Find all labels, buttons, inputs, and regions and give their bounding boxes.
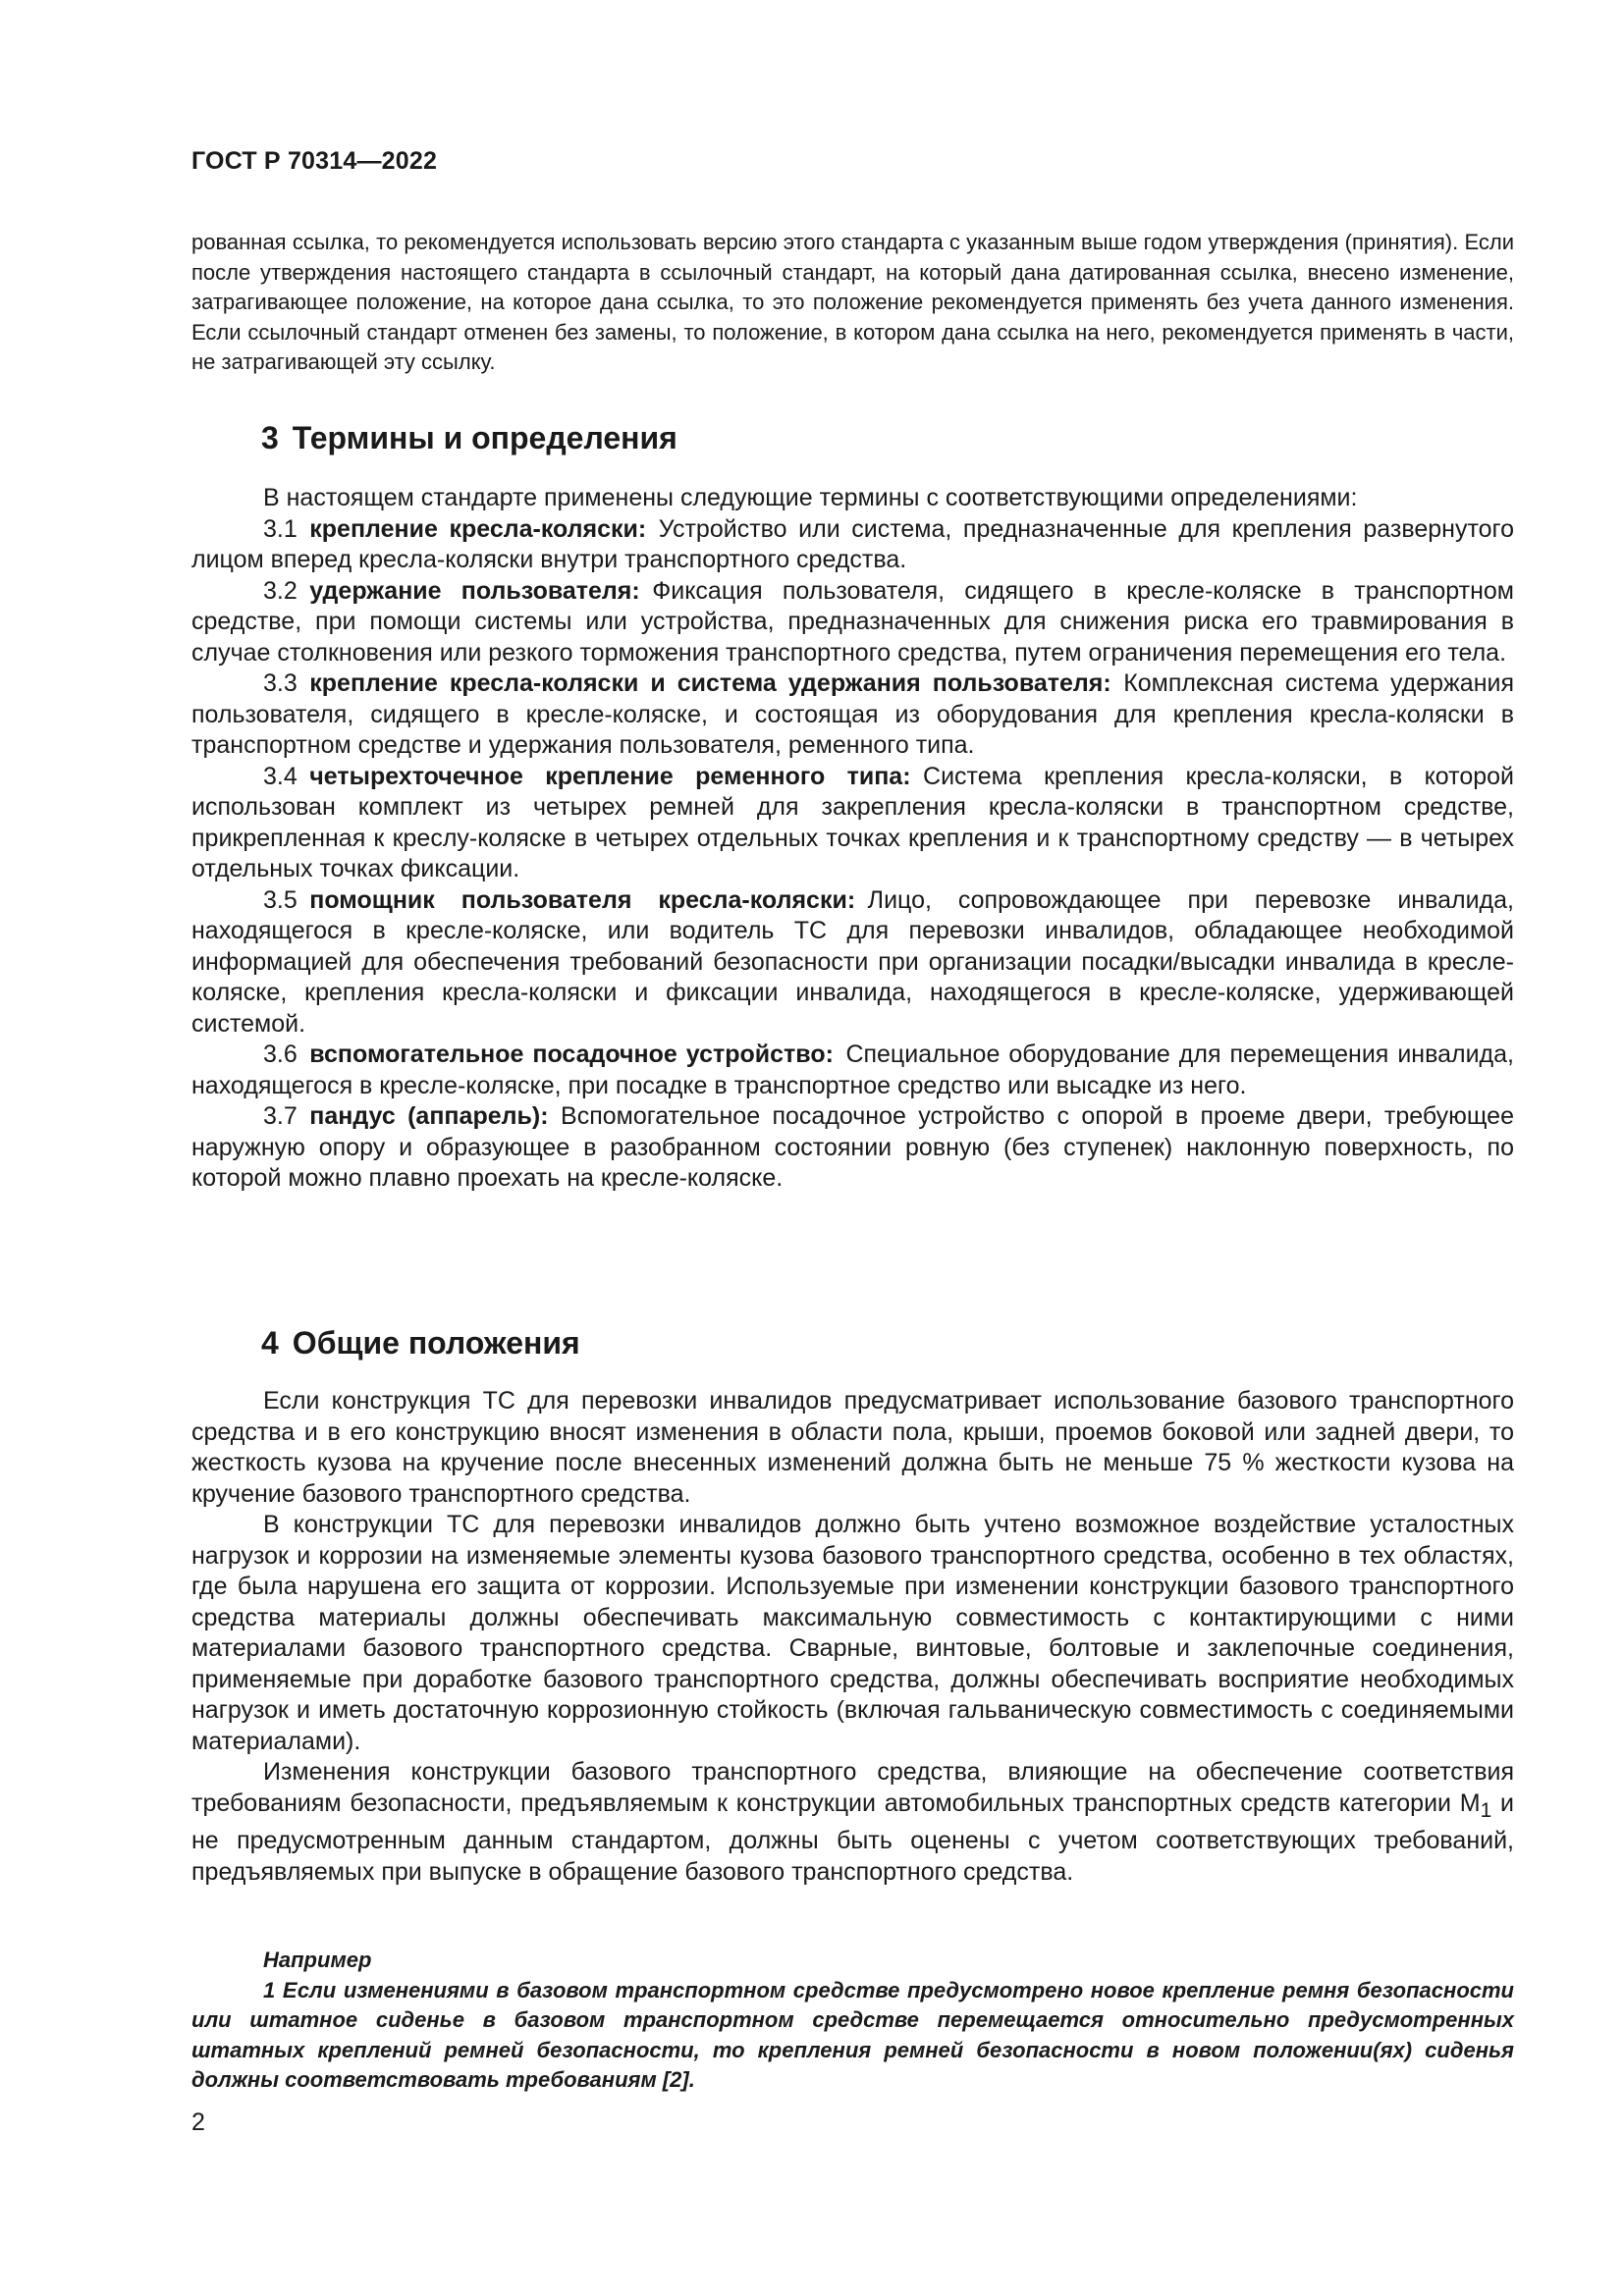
- section-3-heading: [261, 420, 677, 456]
- section-4-title: Общие положения: [292, 1325, 580, 1361]
- section-3-body: [191, 483, 1514, 1195]
- section-4-body: [191, 1386, 1514, 1888]
- term-entry: [191, 668, 1514, 762]
- section-4-paragraph-3: [191, 1757, 1514, 1888]
- term-entry: [191, 514, 1514, 576]
- term-name: пандус (аппарель):: [309, 1102, 549, 1130]
- example-text: 1 Если изменениями в базовом транспортном средстве предусмотрено новое крепление ремня безопасности или штатное сиденье в базовом транспортном средстве перемещается относительно предусмотренных штатных креплений ремней безопасности, то крепления ремней безопасности в новом положении(ях) сиденья должны соответствовать требованиям [2].: [191, 1977, 1514, 2093]
- term-definition: Лицо, сопровождающее при перевозке инвалида, находящегося в кресле-коляске, или водитель ТС для перевозки инвалидов, обладающее необходимой информацией для обеспечения требований безопасности при организации посадки/высадки инвалида в кресле-коляске, крепления кресла-коляски и фиксации инвалида, находящегося в кресле-коляске, удерживающей системой.: [191, 885, 1514, 1038]
- term-definition: Система крепления кресла-коляски, в которой использован комплект из четырех ремней для закрепления кресла-коляски в транспортном средстве, прикрепленная к креслу-коляске в четырех отдельных точках крепления и к транспортному средству — в четырех отдельных точках фиксации.: [191, 762, 1515, 882]
- term-name: помощник пользователя кресла-коляски:: [309, 885, 856, 914]
- term-name: четырехточечное крепление ременного типа:: [309, 762, 911, 790]
- intro-paragraph: рованная ссылка, то рекомендуется использовать версию этого стандарта с указанным выше годом утверждения (принятия). Если после утверждения настоящего стандарта в ссылочный стандарт, на который дана датированная ссылка, внесено изменение, затрагивающее положение, на которое дана ссылка, то это положение рекомендуется применять без учета данного изменения. Если ссылочный стандарт отменен без замены, то положение, в котором дана ссылка на него, рекомендуется применять в части, не затрагивающей эту ссылку.: [191, 230, 1514, 375]
- term-number: 3.2: [263, 576, 298, 605]
- term-definition: Комплексная система удержания пользователя, сидящего в кресле-коляске, и состоящая из оборудования для крепления кресла-коляски в транспортном средстве и удержания пользователя, ременного типа.: [191, 669, 1514, 759]
- term-name: крепление кресла-коляски:: [309, 514, 647, 543]
- term-number: 3.3: [263, 669, 298, 697]
- section-3-lead: В настоящем стандарте применены следующие термины с соответствующими определениями:: [263, 484, 1358, 511]
- section-4-paragraph-1: Если конструкция ТС для перевозки инвалидов предусматривает использование базового транспортного средства и в его конструкцию вносят изменения в области пола, крыши, проемов боковой или задней двери, то жесткость кузова на кручение после внесенных изменений должна быть не меньше 75 % жесткости кузова на кручение базового транспортного средства.: [191, 1387, 1514, 1508]
- term-name: удержание пользователя:: [309, 576, 640, 605]
- term-number: 3.7: [263, 1102, 298, 1130]
- term-name: крепление кресла-коляски и система удержания пользователя:: [309, 669, 1111, 697]
- section-4-number: 4: [261, 1325, 279, 1361]
- section-3-title: Термины и определения: [292, 420, 677, 455]
- document-header: ГОСТ Р 70314—2022: [191, 147, 438, 175]
- term-entry: [191, 576, 1514, 669]
- term-number: 3.5: [263, 885, 298, 914]
- term-name: вспомогательное посадочное устройство:: [309, 1041, 834, 1068]
- term-number: 3.6: [263, 1041, 298, 1068]
- term-definition: Фиксация пользователя, сидящего в кресле-коляске в транспортном средстве, при помощи системы или устройства, предназначенных для снижения риска его травмирования в случае столкновения или резкого торможения транспортного средства, путем ограничения перемещения его тела.: [191, 576, 1514, 667]
- term-definition: Вспомогательное посадочное устройство с опорой в проеме двери, требующее наружную опору и образующее в разобранном состоянии ровную (без ступенек) наклонную поверхность, по которой можно плавно проехать на кресле-коляске.: [191, 1102, 1514, 1192]
- terms-list: [191, 514, 1514, 1195]
- p3-text-after: и не предусмотренным данным стандартом, должны быть оценены с учетом соответствующих требований, предъявляемых при выпуске в обращение базового транспортного средства.: [191, 1789, 1514, 1886]
- term-definition: Устройство или система, предназначенные для крепления развернутого лицом вперед кресла-коляски внутри транспортного средства.: [191, 514, 1514, 573]
- term-entry: [191, 885, 1514, 1041]
- section-3-number: 3: [261, 420, 279, 455]
- term-definition: Специальное оборудование для перемещения инвалида, находящегося в кресле-коляске, при посадке в транспортное средство или высадке из него.: [191, 1041, 1514, 1099]
- term-entry: [191, 1101, 1514, 1195]
- p3-text-before: Изменения конструкции базового транспортного средства, влияющие на обеспечение соответствия требованиям безопасности, предъявляемым к конструкции автомобильных транспортных средств категории М: [191, 1758, 1514, 1817]
- term-number: 3.4: [263, 762, 298, 790]
- example-label: Например: [263, 1948, 372, 1972]
- term-number: 3.1: [263, 514, 298, 543]
- example-block: [191, 1946, 1514, 2096]
- p3-subscript: 1: [1480, 1798, 1492, 1822]
- term-entry: [191, 762, 1514, 885]
- page-number: 2: [191, 2109, 205, 2136]
- section-4-paragraph-2: В конструкции ТС для перевозки инвалидов должно быть учтено возможное воздействие усталостных нагрузок и коррозии на изменяемые элементы кузова базового транспортного средства, особенно в тех областях, где была нарушена его защита от коррозии. Используемые при изменении конструкции базового транспортного средства материалы должны обеспечивать максимальную совместимость с контактирующими с ними материалами базового транспортного средства. Сварные, винтовые, болтовые и заклепочные соединения, применяемые при доработке базового транспортного средства, должны обеспечивать восприятие необходимых нагрузок и иметь достаточную коррозионную стойкость (включая гальваническую совместимость с соединяемыми материалами).: [191, 1511, 1514, 1755]
- intro-paragraph-block: [191, 228, 1514, 378]
- section-4-heading: [261, 1325, 580, 1362]
- term-entry: [191, 1040, 1514, 1101]
